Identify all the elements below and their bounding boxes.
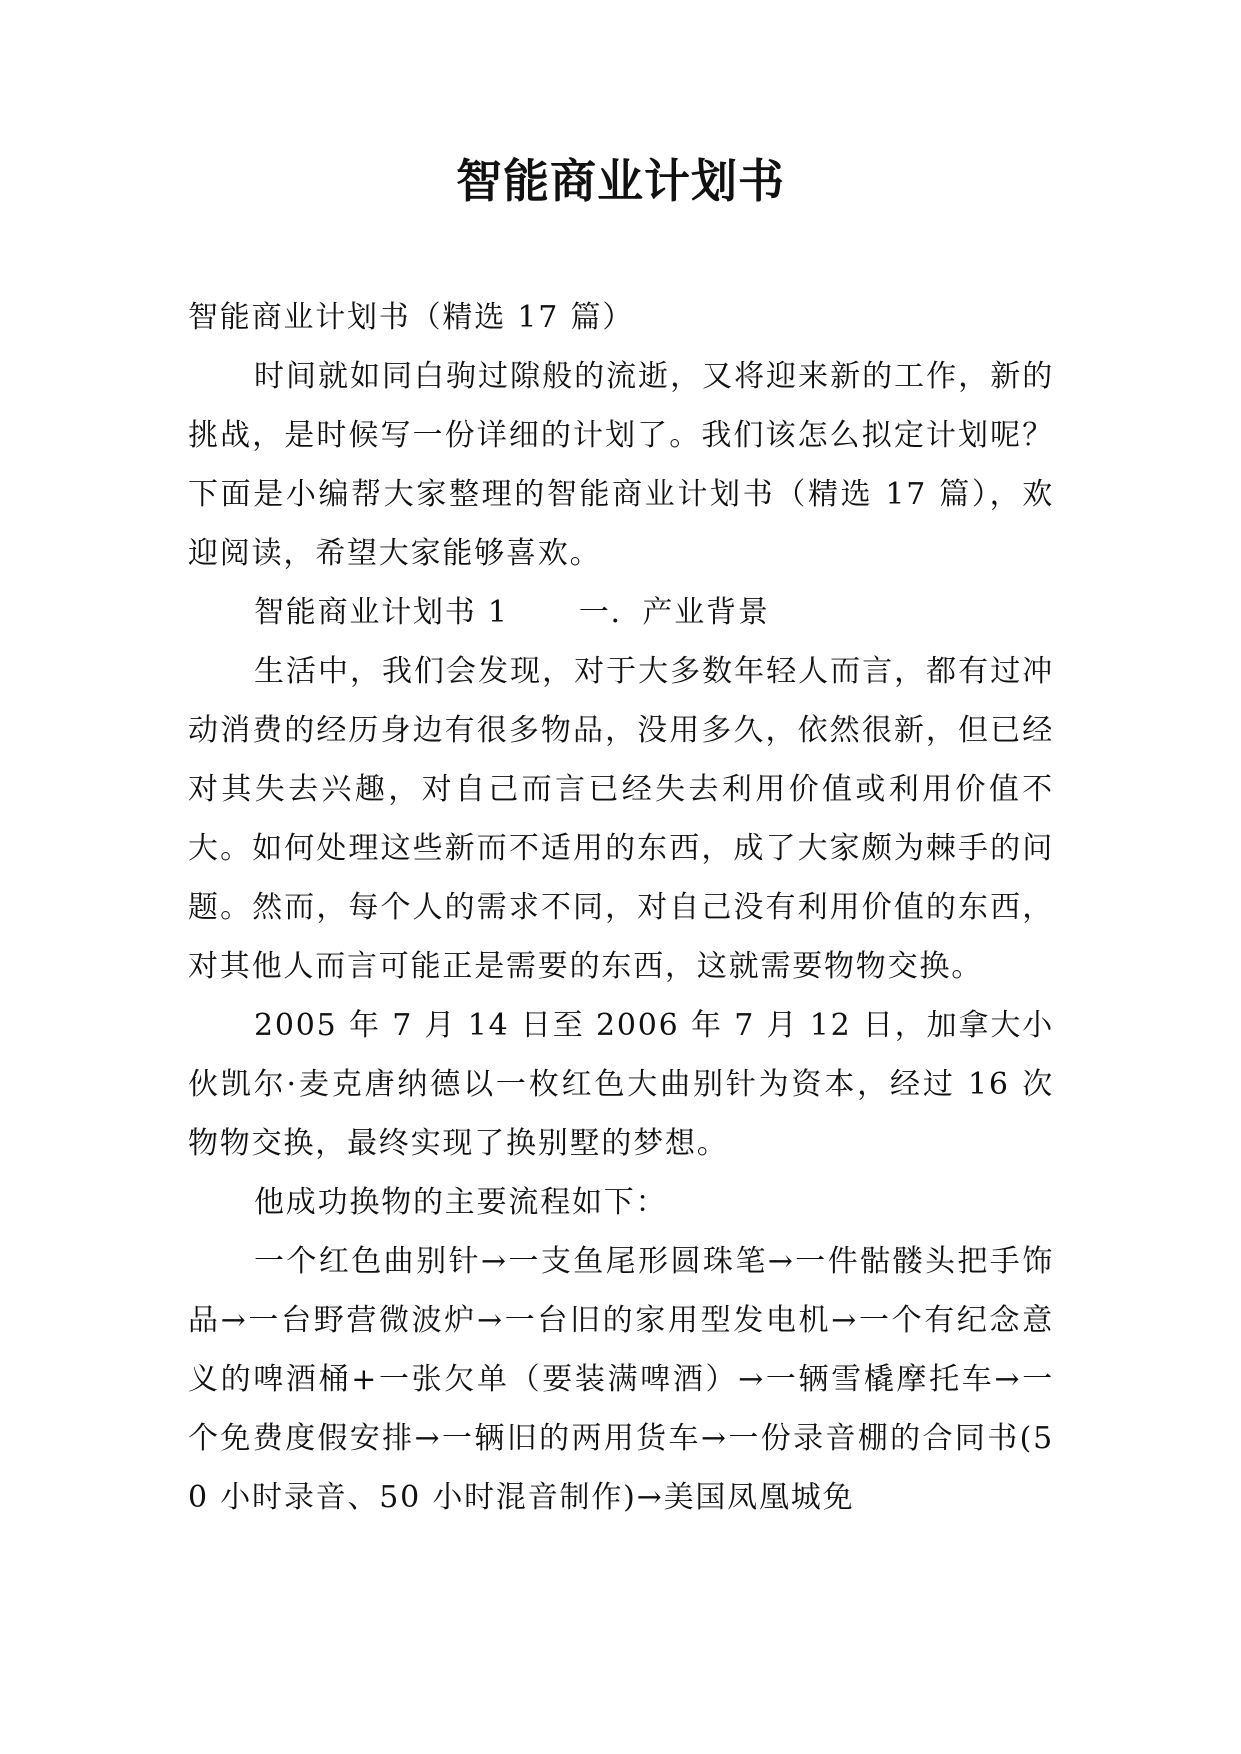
document-title: 智能商业计划书	[456, 154, 785, 208]
section-subheading: 一．产业背景	[578, 595, 770, 630]
section-heading-line	[188, 583, 1054, 642]
body-paragraph: 一个红色曲别针→一支鱼尾形圆珠笔→一件骷髅头把手饰品→一台野营微波炉→一台旧的家用型发电机→一个有纪念意义的啤酒桶+一张欠单（要装满啤酒）→一辆雪橇摩托车→一个免费度假安排→一辆旧的两用货车→一份录音棚的合同书(50 小时录音、50 小时混音制作)→美国凤凰城免	[188, 1244, 1054, 1515]
body-paragraph: 生活中，我们会发现，对于大多数年轻人而言，都有过冲动消费的经历身边有很多物品，没用多久，依然很新，但已经对其失去兴趣，对自己而言已经失去利用价值或利用价值不大。如何处理这些新而不适用的东西，成了大家颇为棘手的问题。然而，每个人的需求不同，对自己没有利用价值的东西，对其他人而言可能正是需要的东西，这就需要物物交换。	[188, 654, 1054, 984]
body-paragraph: 他成功换物的主要流程如下：	[254, 1185, 668, 1220]
intro-paragraph: 时间就如同白驹过隙般的流逝，又将迎来新的工作，新的挑战，是时候写一份详细的计划了。我们该怎么拟定计划呢？下面是小编帮大家整理的智能商业计划书（精选 17 篇），欢迎阅读，希望大家能够喜欢。	[188, 359, 1054, 571]
document-subtitle: 智能商业计划书（精选 17 篇）	[188, 300, 635, 335]
section-heading: 智能商业计划书 1	[254, 595, 509, 630]
body-paragraph: 2005 年 7 月 14 日至 2006 年 7 月 12 日，加拿大小伙凯尔·麦克唐纳德以一枚红色大曲别针为资本，经过 16 次物物交换，最终实现了换别墅的梦想。	[188, 1008, 1054, 1161]
document-body	[188, 288, 1054, 1527]
